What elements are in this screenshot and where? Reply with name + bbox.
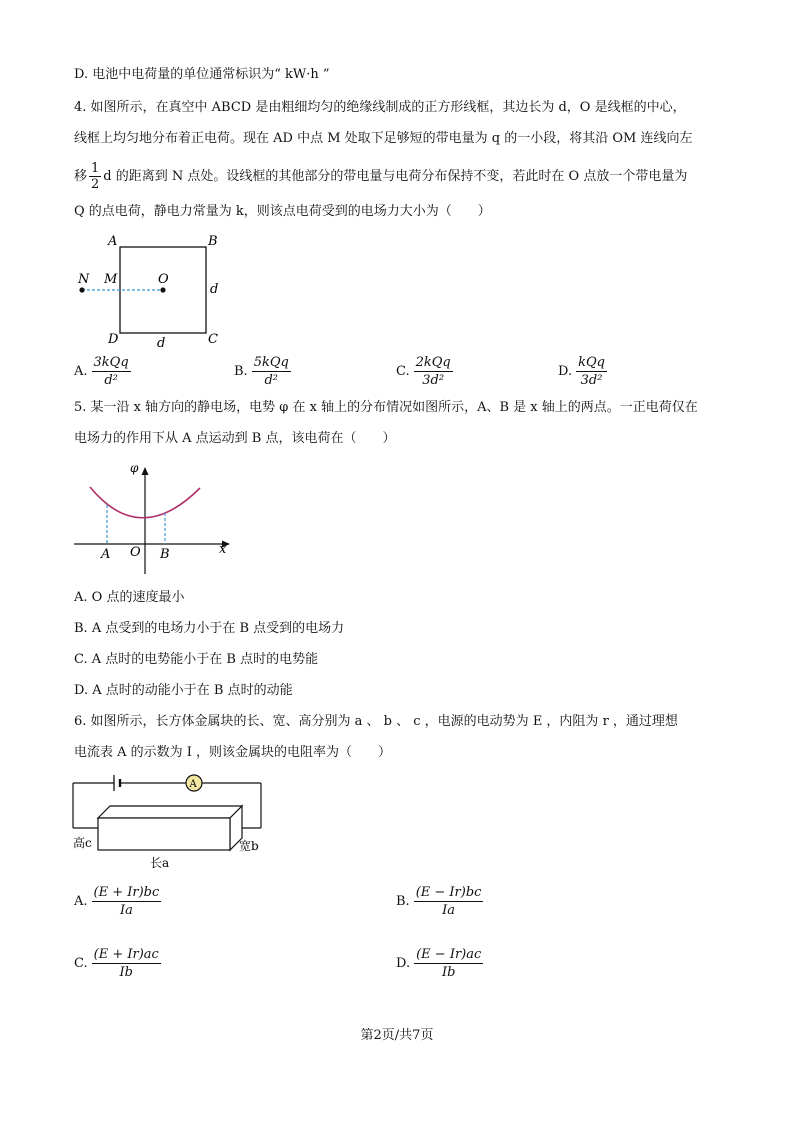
q6-option-a-fraction	[92, 884, 162, 919]
q3-option-d: D. 电池中电荷量的单位通常标识为“ kW·h ”	[74, 67, 330, 82]
q4-option-b[interactable]	[234, 354, 291, 389]
label-side-bottom: d	[157, 336, 166, 350]
q6-option-c-den: Ib	[119, 965, 133, 980]
label-d: D	[108, 332, 119, 347]
q6-option-d[interactable]	[396, 946, 483, 981]
q6-option-a[interactable]	[74, 884, 161, 919]
label-side-right: d	[210, 282, 219, 297]
q4-option-d[interactable]	[558, 354, 607, 389]
q6-option-d-den: Ib	[441, 965, 456, 980]
q4-stem-line1: 4. 如图所示，在真空中 ABCD 是由粗细均匀的绝缘线制成的正方形线框，其边长为 d，O 是线框的中心，	[74, 100, 686, 115]
label-n: N	[78, 272, 90, 287]
length-label: 长a	[150, 856, 170, 870]
q6-option-b-den: Ia	[442, 903, 455, 918]
q4-option-a[interactable]	[74, 354, 131, 389]
q6-stem-line2: 电流表 A 的示数为 I ，则该金属块的电阻率为（ ）	[74, 745, 392, 760]
q4-option-d-den: 3d²	[580, 373, 603, 388]
q6-option-d-letter: D.	[396, 956, 411, 971]
point-o-dot	[160, 287, 165, 292]
q4-option-b-letter: B.	[234, 364, 248, 379]
q4-option-d-fraction	[576, 354, 607, 389]
q4-line3-post: d 的距离到 N 点处。设线框的其他部分的带电量与电荷分布保持不变，若此时在 O 点放一个带电量为	[103, 169, 688, 184]
q5-option-d[interactable]: D. A 点时的动能小于在 B 点时的动能	[74, 683, 293, 698]
q4-option-a-fraction	[92, 354, 131, 389]
x-axis-label: x	[219, 542, 227, 557]
label-a: A	[108, 234, 118, 249]
q6-option-a-letter: A.	[74, 894, 88, 909]
q4-option-d-num: kQq	[578, 355, 605, 370]
q6-option-b-fraction	[414, 884, 484, 919]
ammeter-label: A	[189, 779, 197, 790]
label-o: O	[158, 272, 169, 287]
q4-stem-line4: Q 的点电荷，静电力常量为 k，则该点电荷受到的电场力大小为（ ）	[74, 204, 491, 219]
q6-option-d-num: (E − Ir)ac	[416, 947, 482, 962]
q6-stem-line1: 6. 如图所示，长方体金属块的长、宽、高分别为 a 、 b 、 c ，电源的电动势为 E ，内阻为 r ，通过理想	[74, 714, 678, 729]
q4-option-c-num: 2kQq	[415, 355, 451, 370]
q5-option-c[interactable]: C. A 点时的电势能小于在 B 点时的电势能	[74, 652, 319, 667]
q4-half-fraction	[89, 161, 101, 192]
q6-option-b[interactable]	[396, 884, 483, 919]
q4-option-a-letter: A.	[74, 364, 88, 379]
q4-option-c-letter: C.	[396, 364, 410, 379]
q6-option-b-num: (E − Ir)bc	[415, 885, 482, 900]
q4-option-b-den: d²	[264, 373, 279, 388]
q4-option-b-fraction	[252, 354, 291, 389]
y-axis-arrow	[142, 467, 149, 475]
width-label: 宽b	[239, 839, 259, 853]
label-c: C	[208, 332, 218, 347]
q6-option-c-num: (E + Ir)ac	[93, 947, 159, 962]
height-label: 高c	[73, 836, 92, 850]
q4-stem-line2: 线框上均匀地分布着正电荷。现在 AD 中点 M 处取下足够短的带电量为 q 的一小段，将其沿 OM 连线向左	[74, 131, 693, 146]
q4-half-num: 1	[91, 161, 100, 176]
q5-stem-line2: 电场力的作用下从 A 点运动到 B 点，该电荷在（ ）	[74, 431, 396, 446]
point-a-label: A	[101, 547, 111, 562]
q5-stem-line1: 5. 某一沿 x 轴方向的静电场，电势 φ 在 x 轴上的分布情况如图所示，A、B 是 x 轴上的两点。一正电荷仅在	[74, 400, 698, 415]
q5-option-a[interactable]: A. O 点的速度最小	[74, 590, 185, 605]
page-number-footer: 第2页/共7页	[360, 1028, 434, 1043]
q6-option-a-den: Ia	[119, 903, 133, 918]
point-b-label: B	[160, 547, 170, 562]
label-b: B	[208, 234, 218, 249]
y-axis-label: φ	[130, 461, 139, 475]
q6-option-c-fraction	[92, 946, 161, 981]
point-n-dot	[79, 287, 84, 292]
q4-option-d-letter: D.	[558, 364, 573, 379]
q4-square-frame-figure	[70, 230, 240, 350]
q6-option-d-fraction	[414, 946, 483, 981]
block-front-face	[98, 818, 230, 850]
q4-option-c-den: 3d²	[422, 373, 445, 388]
q6-option-c[interactable]	[74, 946, 161, 981]
origin-label: O	[130, 545, 141, 560]
q4-option-c-fraction	[414, 354, 453, 389]
q5-option-b[interactable]: B. A 点受到的电场力小于在 B 点受到的电场力	[74, 621, 345, 636]
q4-line3-pre: 移	[74, 169, 88, 184]
q4-option-b-num: 5kQq	[253, 355, 289, 370]
q4-option-a-den: d²	[104, 373, 118, 388]
q6-circuit-figure	[70, 770, 270, 870]
q6-option-b-letter: B.	[396, 894, 410, 909]
q5-potential-graph	[70, 458, 240, 578]
label-m: M	[104, 272, 118, 287]
q6-option-a-num: (E + Ir)bc	[93, 885, 160, 900]
q4-stem-line3	[74, 160, 687, 194]
q4-option-c[interactable]	[396, 354, 453, 389]
q4-half-den: 2	[91, 177, 100, 192]
block-top-face	[98, 806, 242, 818]
q4-option-a-num: 3kQq	[93, 355, 129, 370]
q6-option-c-letter: C.	[74, 956, 88, 971]
